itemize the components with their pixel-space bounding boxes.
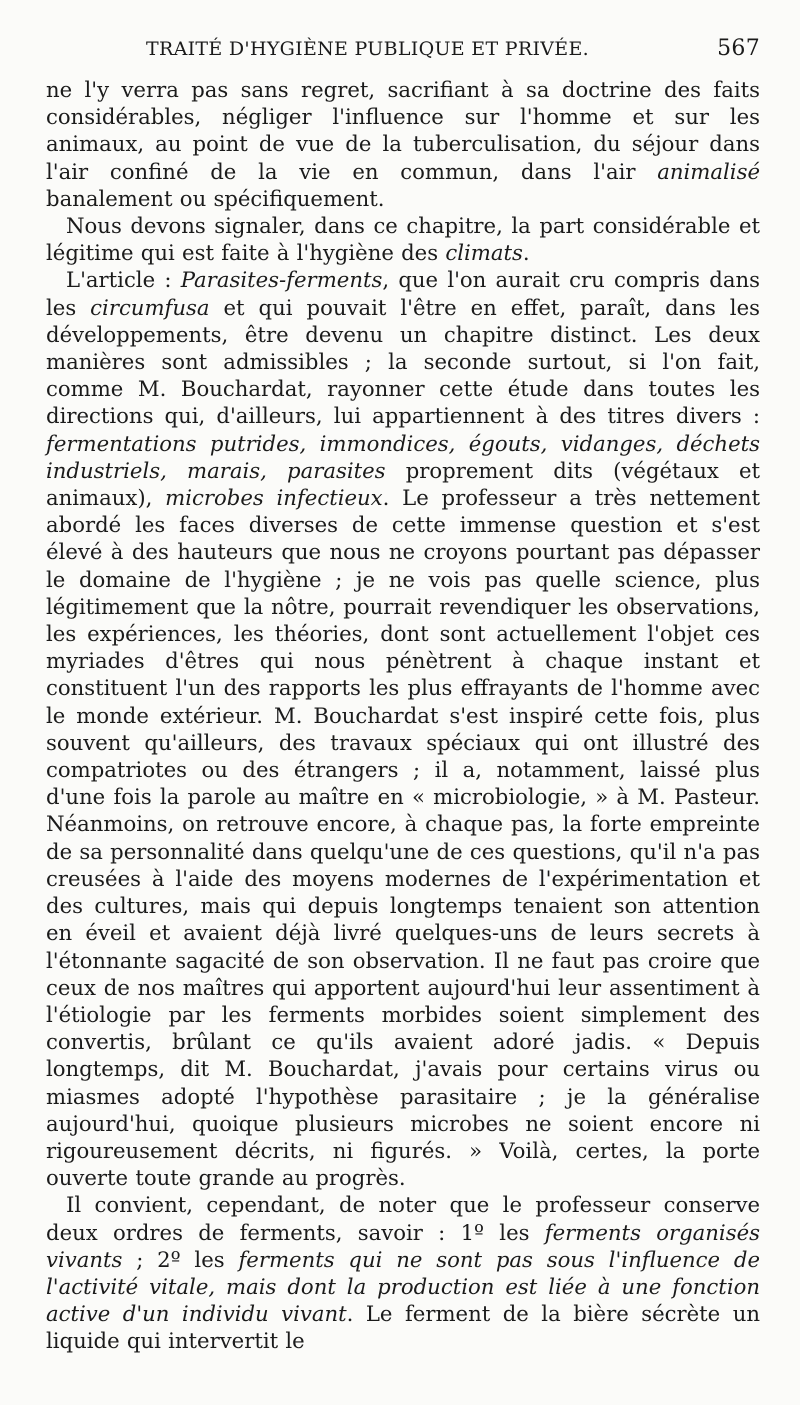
italic-text: climats xyxy=(445,240,523,266)
paragraph xyxy=(46,1191,760,1354)
body-text xyxy=(46,76,760,1355)
body-text-span: L'article : xyxy=(66,267,181,293)
body-text-span: . Le professeur a très nettement abordé les faces diverses de cette immense question et s'est élevé à des hauteurs que nous ne croyons pourtant pas dépasser le domaine de l'hygiène ; je ne vois pas quelle science, plus légitimement que la nôtre, pourrait revendiquer les observations, les expériences, les théories, dont sont actuellement l'objet ces myriades d'êtres qui nous pénètrent à chaque instant et constituent l'un des rapports les plus effrayants de l'homme avec le monde extérieur. M. Bouchardat s'est inspiré cette fois, plus souvent qu'ailleurs, des travaux spéciaux qui ont illustré des compatriotes ou des étrangers ; il a, notamment, laissé plus d'une fois la parole au maître en « microbiologie, » à M. Pasteur. Néanmoins, on retrouve encore, à chaque pas, la forte empreinte de sa personnalité dans quelqu'une de ces questions, qu'il n'a pas creusées à l'aide des moyens modernes de l'expérimentation et des cultures, mais qui depuis longtemps tenaient son attention en éveil et avaient déjà livré quelques-uns de leurs secrets à l'étonnante sagacité de son observation. Il ne faut pas croire que ceux de nos maîtres qui apportent aujourd'hui leur assentiment à l'étiologie par les ferments morbides soient simplement des convertis, brûlant ce qu'ils avaient adoré jadis. « Depuis longtemps, dit M. Bouchardat, j'avais pour certains virus ou miasmes adopté l'hypothèse parasitaire ; je la généralise aujourd'hui, quoique plusieurs microbes ne soient encore ni rigoureusement décrits, ni figurés. » Voilà, certes, la porte ouverte toute grande au progrès. xyxy=(46,485,760,1191)
italic-text: animalisé xyxy=(657,158,760,184)
body-text-span: proprement dits (végétaux et animaux), xyxy=(46,457,760,511)
page-number: 567 xyxy=(717,36,760,61)
italic-text: microbes infectieux xyxy=(165,485,383,511)
body-text-span: ; 2º les xyxy=(122,1246,239,1272)
paragraph xyxy=(46,212,760,266)
paragraph xyxy=(46,266,760,1191)
body-text-span: ne l'y verra pas sans regret, sacrifiant à sa doctrine des faits considérables, négliger l'influence sur l'homme et sur les animaux, au point de vue de la tuberculisation, du séjour dans l'air confiné de la vie en commun, dans l'air xyxy=(46,77,760,184)
italic-text: Parasites-ferments xyxy=(180,267,383,293)
body-text-span: Nous devons signaler, dans ce chapitre, la part considérable et légitime qui est faite à l'hygiène des xyxy=(46,213,760,266)
body-text-span: banalement ou spécifiquement. xyxy=(46,185,385,211)
paragraph xyxy=(46,76,760,212)
body-text-span: . xyxy=(522,240,530,266)
italic-text: ferments qui ne sont pas sous l'influence de l'activité vitale, mais dont la production est liée à une fonction active d'un individu vivant xyxy=(46,1246,760,1327)
body-text-span: , que l'on aurait cru compris dans les xyxy=(46,267,761,320)
italic-text: ferments organisés vivants xyxy=(46,1219,760,1272)
running-title: TRAITÉ D'HYGIÈNE PUBLIQUE ET PRIVÉE. xyxy=(146,38,589,60)
italic-text: fermentations putrides, immondices, égouts, vidanges, déchets industriels, marais, parasites xyxy=(46,430,760,483)
italic-text: circumfusa xyxy=(90,294,210,320)
body-text-span: . Le ferment de la bière sécrète un liquide qui intervertit le xyxy=(46,1301,760,1354)
body-text-span: et qui pouvait l'être en effet, paraît, dans les développements, être devenu un chapitre distinct. Les deux manières sont admissibles ; la seconde surtout, si l'on fait, comme M. Bouchardat, rayonner cette étude dans toutes les directions qui, d'ailleurs, lui appartiennent à des titres divers : xyxy=(46,294,760,429)
running-head xyxy=(46,36,760,76)
body-text-span: Il convient, cependant, de noter que le professeur conserve deux ordres de ferments, savoir : 1º les xyxy=(46,1192,760,1245)
